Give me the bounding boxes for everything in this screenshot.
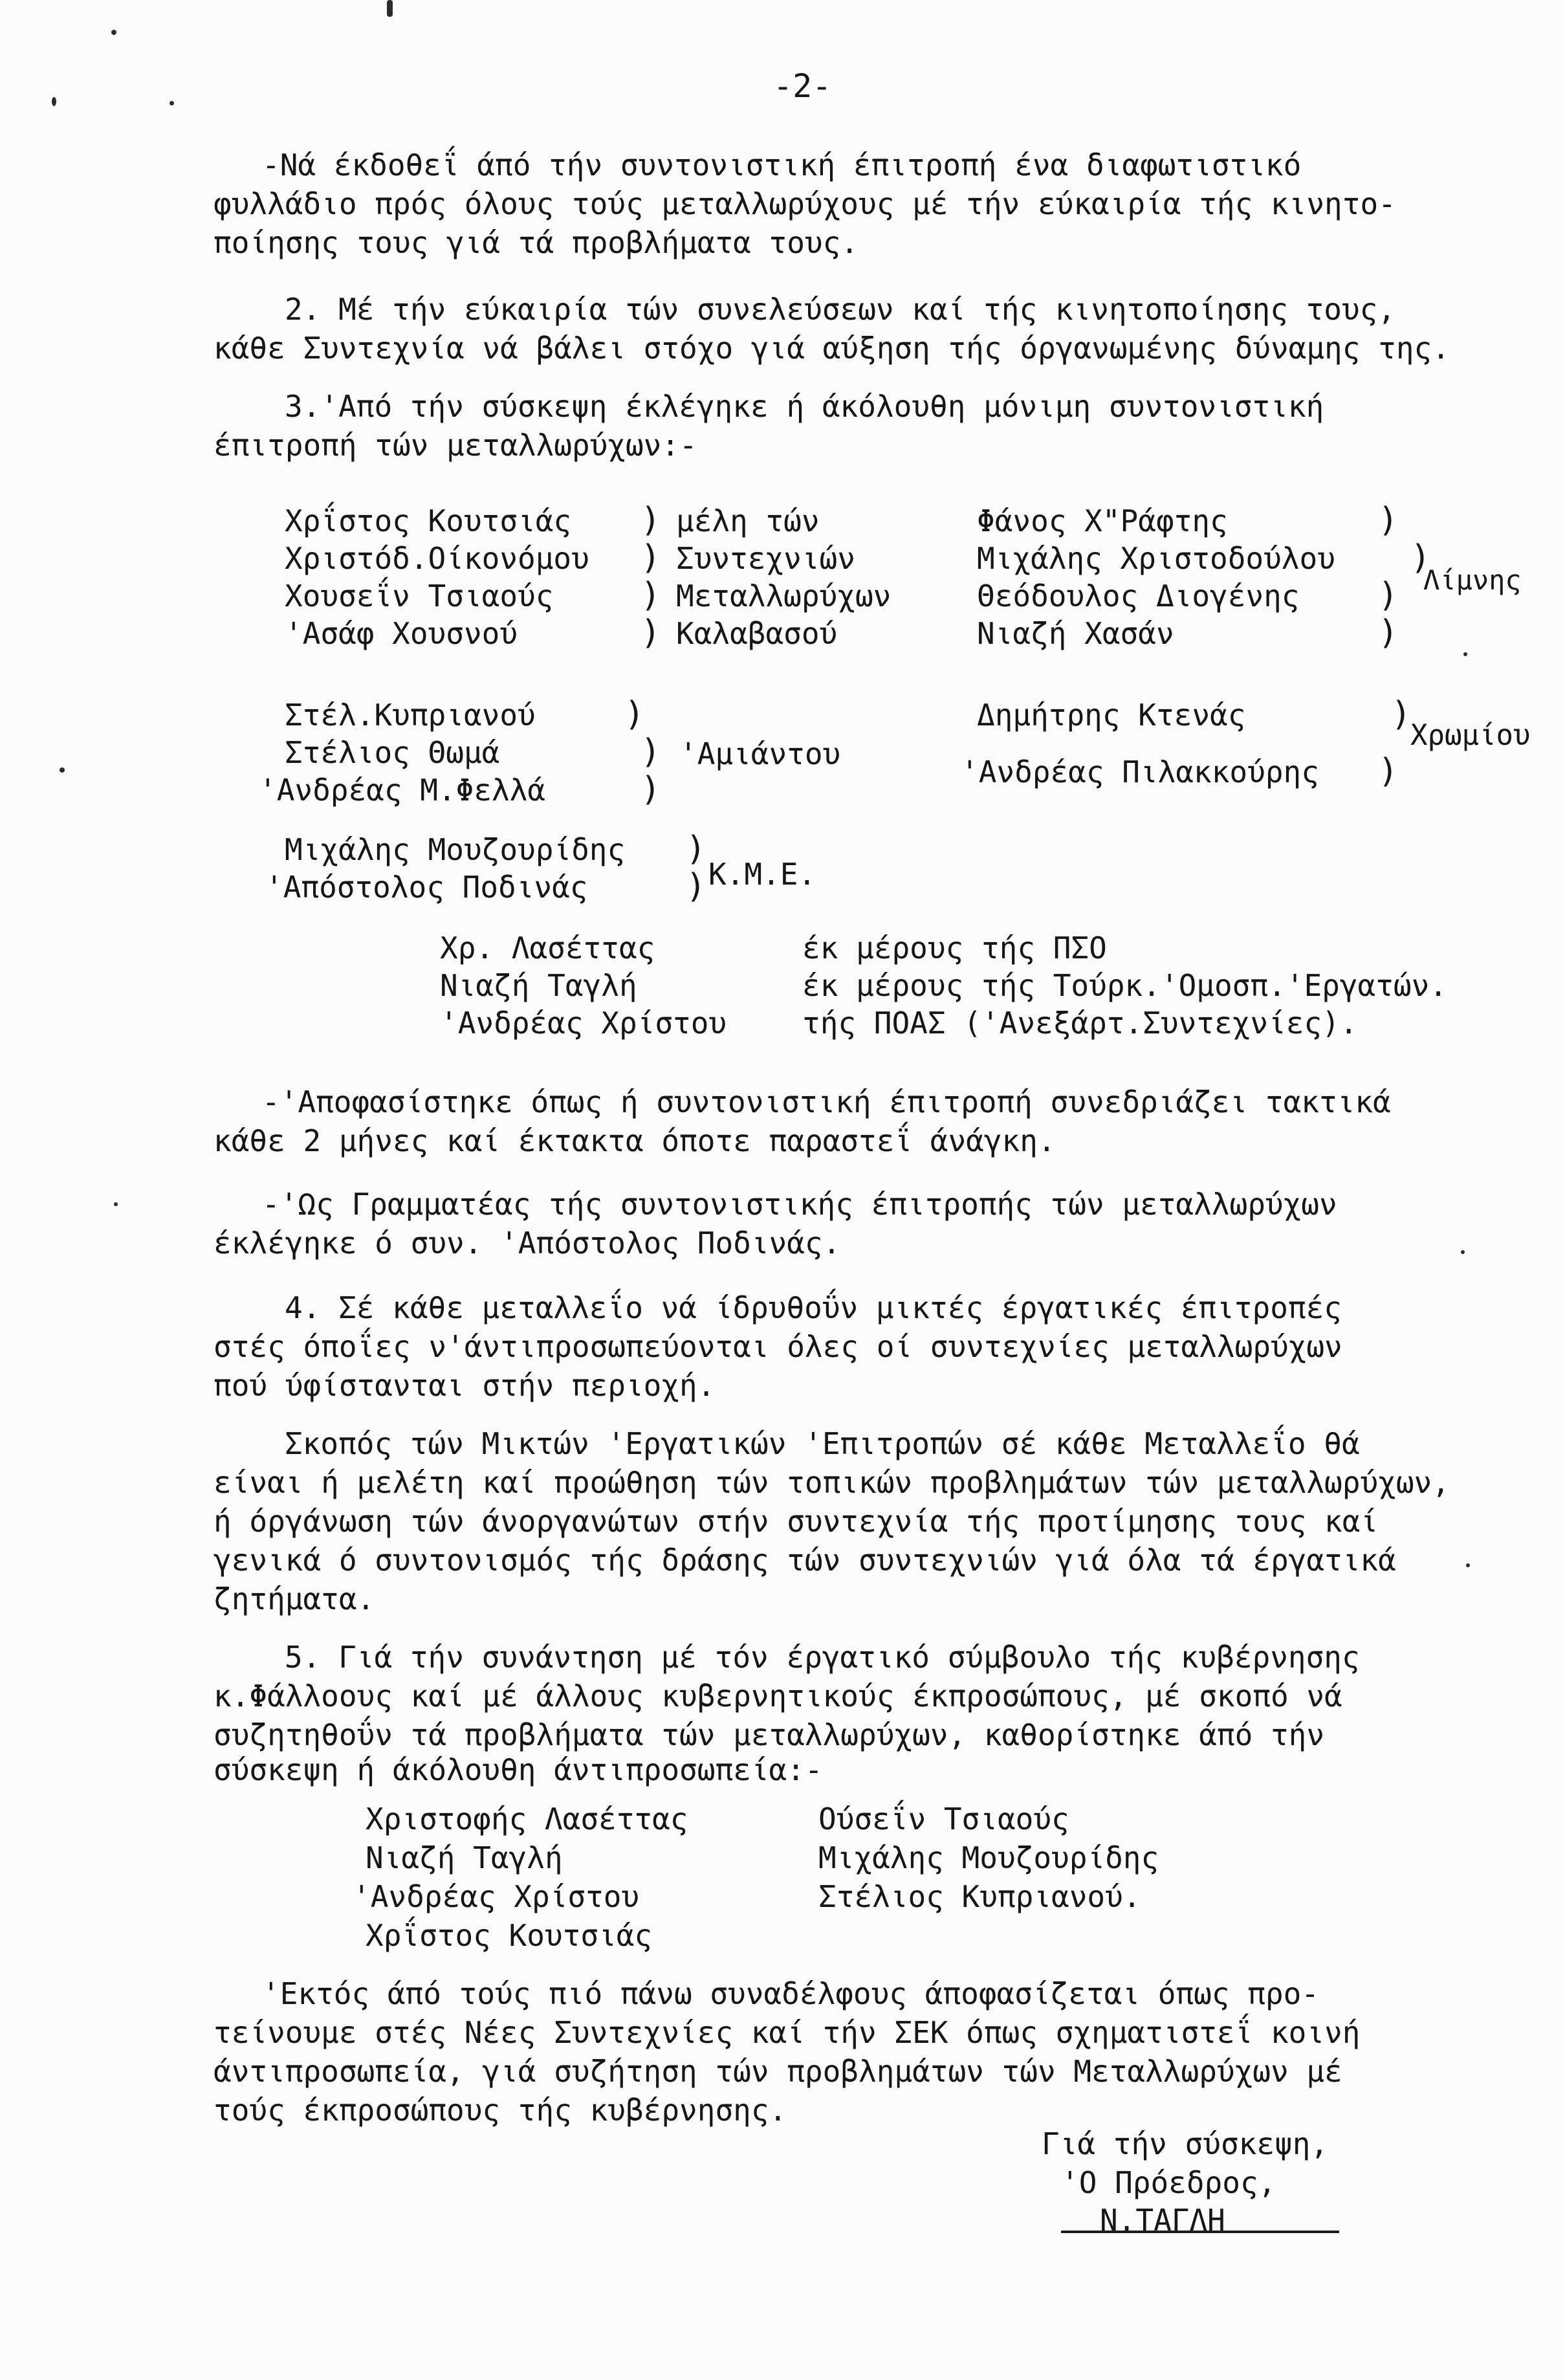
paragraph-line: άντιπροσωπεία, γιά συζήτηση τών προβλημάτων τών Μεταλλωρύχων μέ [213,2054,1342,2089]
brace: ) [640,538,661,577]
member-name: Στέλ.Κυπριανού [285,698,536,733]
member-name: Χριστόδ.Οίκονόμου [285,541,589,576]
paragraph-line: Σκοπός τών Μικτών 'Εργατικών 'Επιτροπών σέ κάθε Μεταλλεΐο θά [285,1426,1360,1461]
paragraph-line: είναι ή μελέτη καί προώθηση τών τοπικών προβλημάτων τών μεταλλωρύχων, [213,1465,1450,1500]
member-name: Δημήτρης Κτενάς [977,698,1246,733]
scan-speck [114,1202,118,1206]
rep-org: τής ΠΟΑΣ ('Ανεξάρτ.Συντεχνίες). [802,1006,1358,1041]
brace: ) [1378,752,1399,791]
paragraph-line: στές όποΐες ν'άντιπροσωπεύονται όλες οί συντεχνίες μεταλλωρύχων [213,1329,1342,1364]
page-number: -2- [773,67,832,105]
signature-underline [1061,2231,1339,2233]
paragraph-line: τείνουμε στές Νέες Συντεχνίες καί τήν ΣΕΚ όπως σχηματιστεΐ κοινή [213,2015,1361,2050]
brace: ) [640,770,661,809]
brace: ) [1391,695,1412,734]
brace: ) [640,501,661,540]
paragraph-line: φυλλάδιο πρός όλους τούς μεταλλωρύχους μέ τήν εύκαιρία τής κινητο- [213,186,1396,221]
scan-speck [1461,1250,1465,1254]
paragraph-line: κ.Φάλλοους καί μέ άλλους κυβερνητικούς έκπροσώπους, μέ σκοπό νά [213,1679,1342,1713]
member-name: Νιαζή Χασάν [977,616,1174,651]
brace: ) [640,733,661,771]
paragraph-line: -'Αποφασίστηκε όπως ή συντονιστική έπιτροπή συνεδριάζει τακτικά [262,1085,1391,1119]
paragraph-line: έπιτροπή τών μεταλλωρύχων:- [213,428,697,463]
scan-speck [1466,1563,1470,1567]
paragraph-line: πού ύφίστανται στήν περιοχή. [213,1368,716,1403]
member-org: Συντεχνιών [676,541,855,576]
paragraph-line: 4. Σέ κάθε μεταλλεΐο νά ίδρυθοΰν μικτές έργατικές έπιτροπές [285,1290,1342,1325]
member-org: Μεταλλωρύχων [676,578,892,613]
member-name: 'Απόστολος Ποδινάς [265,870,588,905]
member-name: Χρΐστος Κουτσιάς [285,503,572,538]
brace: ) [1378,576,1399,615]
member-org: Καλαβασού [676,616,838,651]
scan-speck [60,767,65,773]
scan-speck [170,101,174,105]
brace: ) [624,695,645,734]
signature-title: 'Ο Πρόεδρος, [1061,2165,1276,2200]
paragraph-line: κάθε Συντεχνία νά βάλει στόχο γιά αύξηση τής όργανωμένης δύναμης της. [213,331,1450,366]
delegate-name: Στέλιος Κυπριανού. [818,1879,1141,1914]
member-name: 'Ασάφ Χουσνού [285,616,518,651]
delegate-name: Χριστοφής Λασέττας [366,1802,688,1836]
paragraph-line: -'Ως Γραμματέας τής συντονιστικής έπιτροπής τών μεταλλωρύχων [262,1187,1337,1222]
brace: ) [686,867,706,906]
member-org: Κ.Μ.Ε. [708,857,816,892]
member-org: μέλη τών [676,503,820,538]
delegate-name: Χρΐστος Κουτσιάς [366,1918,653,1953]
member-name: Μιχάλης Μουζουρίδης [285,832,626,867]
member-org: Χρωμίου [1410,719,1531,752]
paragraph-line: τούς έκπροσώπους τής κυβέρνησης. [213,2093,787,2128]
rep-name: Νιαζή Ταγλή [440,968,637,1003]
scan-speck [1463,652,1467,656]
rep-org: έκ μέρους τής ΠΣΟ [802,931,1107,965]
scan-speck [52,97,56,106]
scan-speck [111,30,116,35]
member-org: Λίμνης [1423,564,1522,596]
brace: ) [1378,613,1399,652]
paragraph-line: σύσκεψη ή άκόλουθη άντιπροσωπεία:- [213,1752,823,1787]
rep-name: 'Ανδρέας Χρίστου [440,1006,727,1041]
member-name: Μιχάλης Χριστοδούλου [977,541,1335,576]
scan-speck [387,0,393,17]
paragraph-line: 'Εκτός άπό τούς πιό πάνω συναδέλφους άποφασίζεται όπως προ- [262,1976,1319,2011]
brace: ) [1378,501,1399,540]
member-name: Χουσεΐν Τσιαούς [285,578,554,613]
brace: ) [640,576,661,615]
signature-line: Γιά τήν σύσκεψη, [1042,2126,1329,2161]
delegate-name: Νιαζή Ταγλή [366,1840,563,1875]
rep-name: Χρ. Λασέττας [440,931,655,965]
paragraph-line: -Νά έκδοθεΐ άπό τήν συντονιστική έπιτροπή ένα διαφωτιστικό [262,148,1302,182]
delegate-name: Ούσεΐν Τσιαούς [818,1802,1069,1836]
member-name: Φάνος Χ"Ράφτης [977,503,1228,538]
paragraph-line: συζητηθοΰν τά προβλήματα τών μεταλλωρύχων, καθορίστηκε άπό τήν [213,1717,1325,1752]
paragraph-line: ή όργάνωση τών άνοργανώτων στήν συντεχνία τής προτίμησης τους καί [213,1504,1379,1539]
member-org: 'Αμιάντου [679,736,841,771]
delegate-name: Μιχάλης Μουζουρίδης [818,1840,1159,1875]
delegate-name: 'Ανδρέας Χρίστου [353,1879,640,1914]
paragraph-line: έκλέγηκε ό συν. 'Απόστολος Ποδινάς. [213,1226,841,1261]
paragraph-line: ποίησης τους γιά τά προβλήματα τους. [213,225,859,260]
paragraph-line: ζητήματα. [213,1581,375,1616]
paragraph-line: 5. Γιά τήν συνάντηση μέ τόν έργατικό σύμβουλο τής κυβέρνησης [285,1640,1360,1675]
paragraph-line: κάθε 2 μήνες καί έκτακτα όποτε παραστεΐ άνάγκη. [213,1123,1056,1158]
paragraph-line: 3.'Από τήν σύσκεψη έκλέγηκε ή άκόλουθη μόνιμη συντονιστική [285,389,1324,424]
member-name: 'Ανδρέας Μ.Φελλά [259,773,546,808]
brace: ) [686,830,706,868]
member-name: Θεόδουλος Διογένης [977,578,1300,613]
rep-org: έκ μέρους τής Τούρκ.'Ομοσπ.'Εργατών. [802,968,1447,1003]
member-name: Στέλιος Θωμά [285,735,500,770]
paragraph-line: 2. Μέ τήν εύκαιρία τών συνελεύσεων καί τής κινητοποίησης τους, [285,292,1396,327]
member-name: 'Ανδρέας Πιλακκούρης [961,755,1319,789]
signature-name: Ν.ΤΑΓΛΗ [1100,2203,1225,2238]
brace: ) [640,613,661,652]
paragraph-line: γενικά ό συντονισμός τής δράσης τών συντεχνιών γιά όλα τά έργατικά [213,1543,1396,1578]
brace: ) [1410,538,1431,577]
